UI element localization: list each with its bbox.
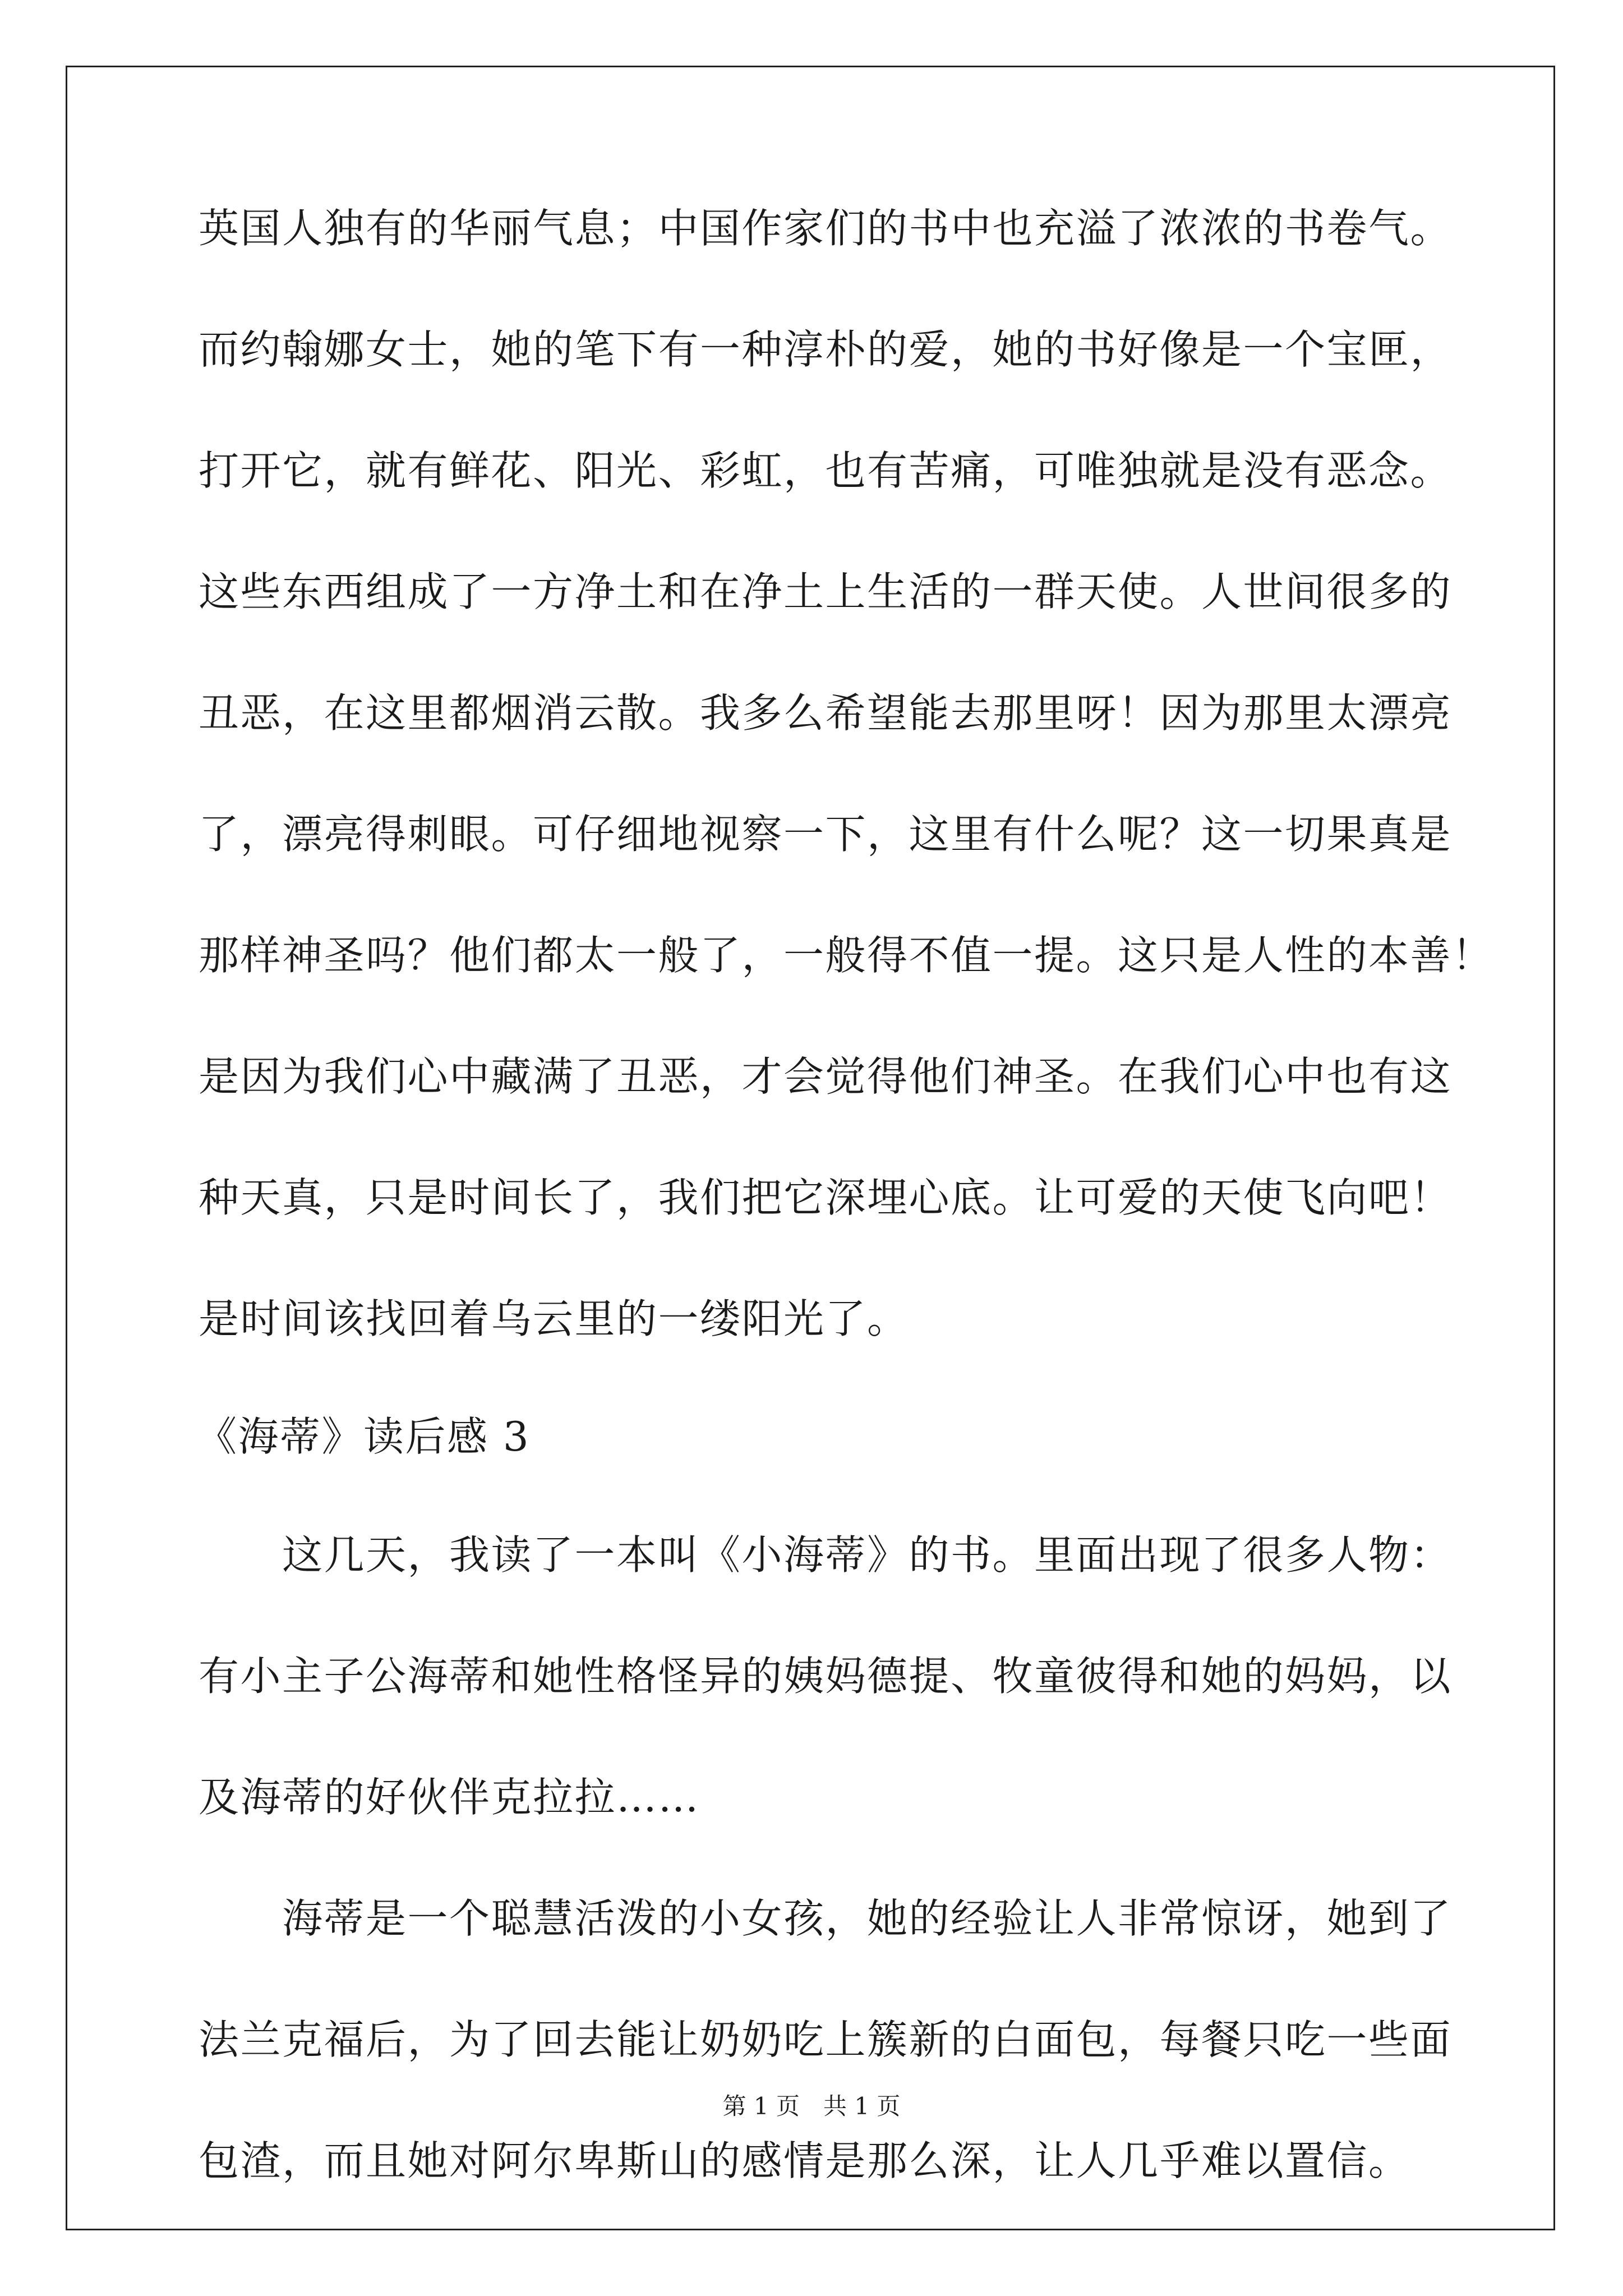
text-line: 是时间该找回着乌云里的一缕阳光了。 [199, 1295, 909, 1342]
text-line: 了，漂亮得刺眼。可仔细地视察一下，这里有什么呢？这一切果真是 [199, 811, 1453, 858]
text-line: 这几天，我读了一本叫《小海蒂》的书。里面出现了很多人物： [199, 1531, 1453, 1579]
text-line: 英国人独有的华丽气息；中国作家们的书中也充溢了浓浓的书卷气。 [199, 205, 1453, 252]
text-line: 法兰克福后，为了回去能让奶奶吃上簇新的白面包，每餐只吃一些面 [199, 2016, 1453, 2063]
page-footer: 第 1 页 共 1 页 [722, 2092, 901, 2120]
text-line: 而约翰娜女士，她的笔下有一种淳朴的爱，她的书好像是一个宝匣， [199, 326, 1453, 373]
section-heading: 《海蒂》读后感 3 [196, 1413, 531, 1460]
text-line: 有小主子公海蒂和她性格怪异的姨妈德提、牧童彼得和她的妈妈，以 [199, 1653, 1453, 1700]
text-line: 种天真，只是时间长了，我们把它深埋心底。让可爱的天使飞向吧！ [199, 1174, 1453, 1221]
text-line: 及海蒂的好伙伴克拉拉…… [199, 1774, 700, 1821]
text-line: 丑恶，在这里都烟消云散。我多么希望能去那里呀！因为那里太漂亮 [199, 689, 1453, 737]
text-line: 是因为我们心中藏满了丑恶，才会觉得他们神圣。在我们心中也有这 [199, 1053, 1453, 1100]
text-line: 这些东西组成了一方净土和在净土上生活的一群天使。人世间很多的 [199, 568, 1453, 615]
text-line: 海蒂是一个聪慧活泼的小女孩，她的经验让人非常惊讶，她到了 [199, 1895, 1453, 1942]
text-line: 那样神圣吗？他们都太一般了，一般得不值一提。这只是人性的本善！ [199, 932, 1494, 979]
text-line: 打开它，就有鲜花、阳光、彩虹，也有苦痛，可唯独就是没有恶念。 [199, 447, 1453, 494]
text-line: 包渣，而且她对阿尔卑斯山的感情是那么深，让人几乎难以置信。 [199, 2137, 1410, 2184]
